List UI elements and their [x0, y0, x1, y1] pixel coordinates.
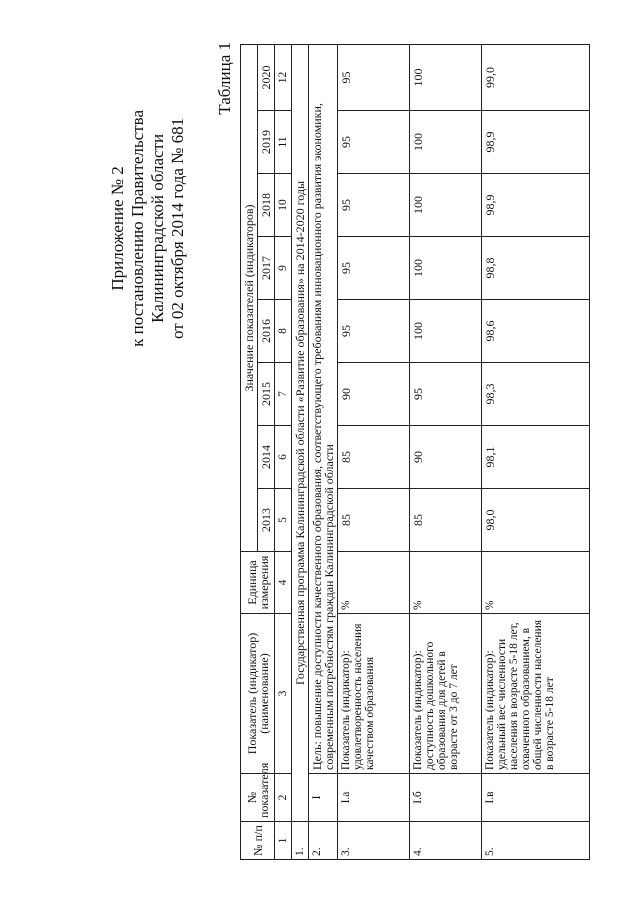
row-value: 98,3: [482, 363, 590, 426]
row-value: 98,6: [482, 300, 590, 363]
row-value: 99,0: [482, 44, 590, 110]
table-row: [338, 44, 410, 859]
goal-row-text: Цель: повышение доступности качественного образования, соответствующего требованиям инновационного развития экономики, современным потребностям граждан Калининградской области: [309, 44, 338, 773]
col-number: 1: [275, 822, 292, 860]
row-value: 90: [338, 363, 410, 426]
row-value: 95: [338, 111, 410, 174]
row-code: I.в: [482, 774, 590, 822]
appendix-date: от 02 октября 2014 года № 681: [168, 117, 187, 340]
header-num: № п/п: [241, 822, 275, 860]
header-year: 2014: [258, 426, 275, 489]
header-year: 2018: [258, 174, 275, 237]
indicators-table: [240, 44, 590, 860]
header-year: 2020: [258, 44, 275, 110]
col-number: 12: [275, 44, 292, 110]
row-indicator-name: Показатель (индикатор): удовлетворенность населения качеством образования: [338, 614, 410, 774]
row-value: 98,0: [482, 489, 590, 552]
row-value: 100: [410, 44, 482, 110]
header-year: 2016: [258, 300, 275, 363]
table-row: [410, 44, 482, 859]
col-number: 7: [275, 363, 292, 426]
header-year: 2019: [258, 111, 275, 174]
col-number: 6: [275, 426, 292, 489]
goal-row: [309, 44, 338, 859]
row-value: 100: [410, 174, 482, 237]
header-name: Показатель (индикатор) (наименование): [241, 614, 275, 774]
row-indicator-name: Показатель (индикатор): удельный вес численности населения в возрасте 5-18 лет, охваченного образованием, в общей численности населения в возрасте 5-18 лет: [482, 614, 590, 774]
header-year: 2017: [258, 237, 275, 300]
col-number: 3: [275, 614, 292, 774]
row-value: 95: [338, 44, 410, 110]
row-value: 85: [410, 489, 482, 552]
header-indicator-no: № показателя: [241, 774, 275, 822]
row-num: 3.: [338, 822, 410, 860]
row-value: 95: [338, 237, 410, 300]
col-number: 5: [275, 489, 292, 552]
row-value: 85: [338, 489, 410, 552]
col-number: 4: [275, 552, 292, 614]
col-number: 11: [275, 111, 292, 174]
row-num: 4.: [410, 822, 482, 860]
appendix-line-2: к постановлению Правительства: [128, 110, 147, 347]
row-value: 98,8: [482, 237, 590, 300]
row-value: 95: [338, 300, 410, 363]
row-value: 98,9: [482, 111, 590, 174]
row-indicator-name: Показатель (индикатор): доступность дошкольного образования для детей в возрасте от 3 до 7 лет: [410, 614, 482, 774]
col-number: 2: [275, 774, 292, 822]
row-value: 90: [410, 426, 482, 489]
row-value: 98,1: [482, 426, 590, 489]
column-number-row: [275, 44, 292, 859]
col-number: 8: [275, 300, 292, 363]
goal-row-code: I: [309, 774, 338, 822]
appendix-heading: [108, 110, 188, 347]
header-year: 2013: [258, 489, 275, 552]
row-value: 100: [410, 237, 482, 300]
rotated-sheet: [20, 20, 620, 880]
header-unit: Единица измерения: [241, 552, 275, 614]
header-row: [241, 44, 258, 859]
row-value: 98,9: [482, 174, 590, 237]
appendix-line-3: Калининградской области: [148, 133, 167, 323]
header-values-group: Значение показателей (индикаторов): [241, 44, 258, 551]
row-unit: %: [410, 552, 482, 614]
program-row: [292, 44, 309, 859]
row-value: 95: [410, 363, 482, 426]
row-num: 5.: [482, 822, 590, 860]
row-value: 100: [410, 300, 482, 363]
row-value: 100: [410, 111, 482, 174]
table-row: [482, 44, 590, 859]
col-number: 10: [275, 174, 292, 237]
appendix-title: Приложение № 2: [108, 166, 127, 291]
row-code: I.б: [410, 774, 482, 822]
goal-row-num: 2.: [309, 822, 338, 860]
col-number: 9: [275, 237, 292, 300]
row-unit: %: [482, 552, 590, 614]
row-value: 95: [338, 174, 410, 237]
row-code: I.а: [338, 774, 410, 822]
header-year: 2015: [258, 363, 275, 426]
table-title: Таблица 1: [215, 42, 234, 115]
program-row-text: Государственная программа Калининградской области «Развитие образования» на 2014-2020 годы: [292, 44, 309, 821]
row-value: 85: [338, 426, 410, 489]
row-unit: %: [338, 552, 410, 614]
program-row-num: 1.: [292, 822, 309, 860]
